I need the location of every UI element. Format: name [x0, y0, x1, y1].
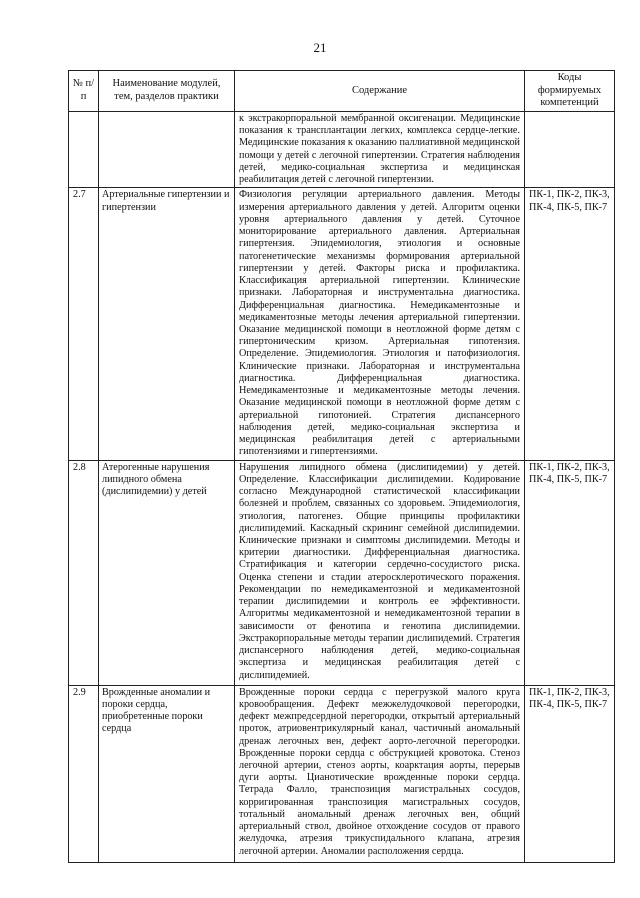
header-name: Наименование модулей, тем, разделов практики [99, 71, 235, 112]
row-name: Врожденные аномалии и пороки сердца, приобретенные пороки сердца [99, 685, 235, 862]
row-name: Атерогенные нарушения липидного обмена (дислипидемии) у детей [99, 460, 235, 685]
row-num: 2.7 [69, 188, 99, 460]
row-num [69, 112, 99, 188]
row-num: 2.9 [69, 685, 99, 862]
row-codes: ПК-1, ПК-2, ПК-3, ПК-4, ПК-5, ПК-7 [525, 685, 615, 862]
table-row [69, 188, 615, 460]
row-content: Нарушения липидного обмена (дислипидемии) у детей. Определение. Классификации дислипидемии. Кодирование согласно Международной статистической классификации болезней и проблем, связанных со здоровьем. Эпидемиология, этиология, патогенез. Общие принципы профилактики дислипидемий. Каскадный скрининг семейной дислипидемии. Клинические признаки и симптомы дислипидемии. Методы и критерии диагностики. Дифференциальная диагностика. Стратификация и категории сердечно-сосудистого риска. Оценка степени и стадии атеросклеротического поражения. Рекомендации по немедикаментозной и медикаментозной терапии дислипидемии и контроль ее эффективности. Алгоритмы медикаментозной и немедикаментозной терапии в зависимости от фенотипа и генотипа дислипидемии. Экстракорпоральные методы терапии дислипидемий. Стратегия диспансерного наблюдения детей, медико-социальная экспертиза и медицинская реабилитация детей с дислипидемией. [235, 460, 525, 685]
row-name [99, 112, 235, 188]
header-content: Содержание [235, 71, 525, 112]
page-number: 21 [313, 40, 327, 55]
row-content: к экстракорпоральной мембранной оксигенации. Медицинские показания к трансплантации легких, комплекса сердце-легкие. Медицинские показания к оказанию паллиативной медицинской помощи у детей с легочной гипертензии. Стратегия наблюдения детей, медико-социальная экспертиза и медицинская реабилитация детей с легочной гипертензии. [235, 112, 525, 188]
table-header-row [69, 71, 615, 112]
table-row [69, 112, 615, 188]
row-content: Врожденные пороки сердца с перегрузкой малого круга кровообращения. Дефект межжелудочковой перегородки, дефект межпредсердной перегородки, открытый артериальный проток, атриовентрикулярный канал, частичный аномальный дренаж легочных вен, дефект аорто-легочной перегородки. Врожденные пороки сердца с обструкцией кровотока. Стеноз легочной артерии, стеноз аорты, коарктация аорты, перерыв дуги аорты. Цианотические врожденные пороки сердца. Тетрада Фалло, транспозиция магистральных сосудов, корригированная транспозиция магистральных сосудов, тотальный аномальный дренаж легочных вен, общий артериальный ствол, двойное отхождение сосудов от правого желудочка, атрезия трикуспидального клапана, атрезия легочной артерии. Аномалии расположения сердца. [235, 685, 525, 862]
row-codes [525, 112, 615, 188]
header-num: № п/п [69, 71, 99, 112]
curriculum-table [68, 70, 615, 863]
header-codes: Коды формируемых компетенций [525, 71, 615, 112]
table-row [69, 685, 615, 862]
row-codes: ПК-1, ПК-2, ПК-3, ПК-4, ПК-5, ПК-7 [525, 188, 615, 460]
table-row [69, 460, 615, 685]
row-name: Артериальные гипертензии и гипертензии [99, 188, 235, 460]
row-codes: ПК-1, ПК-2, ПК-3, ПК-4, ПК-5, ПК-7 [525, 460, 615, 685]
row-content: Физиология регуляции артериального давления. Методы измерения артериального давления у детей. Алгоритм оценки уровня артериального давления у детей. Суточное мониторирование артериального давления. Артериальная гипертензия. Эпидемиология, этиология и основные патогенетические механизмы формирования артериальной гипертензии у детей. Факторы риска и профилактика. Классификация артериальной гипертензии. Клинические признаки. Лабораторная и инструментальна диагностика. Дифференциальная диагностика. Немедикаментозные и медикаментозные методы лечения артериальной гипертензии. Оказание медицинской помощи в неотложной форме детям с гипертоническим кризом. Артериальная гипотензия. Определение. Эпидемиология. Этиология и патофизиология. Клинические признаки. Лабораторная и инструментальна диагностика. Дифференциальная диагностика. Немедикаментозные и медикаментозные методы лечения. Оказание медицинской помощи в неотложной форме детям с артериальной гипотонией. Стратегия диспансерного наблюдения детей, медико-социальная экспертиза и медицинская реабилитация детей с артериальными гипотензиями и гипертензиями. [235, 188, 525, 460]
row-num: 2.8 [69, 460, 99, 685]
